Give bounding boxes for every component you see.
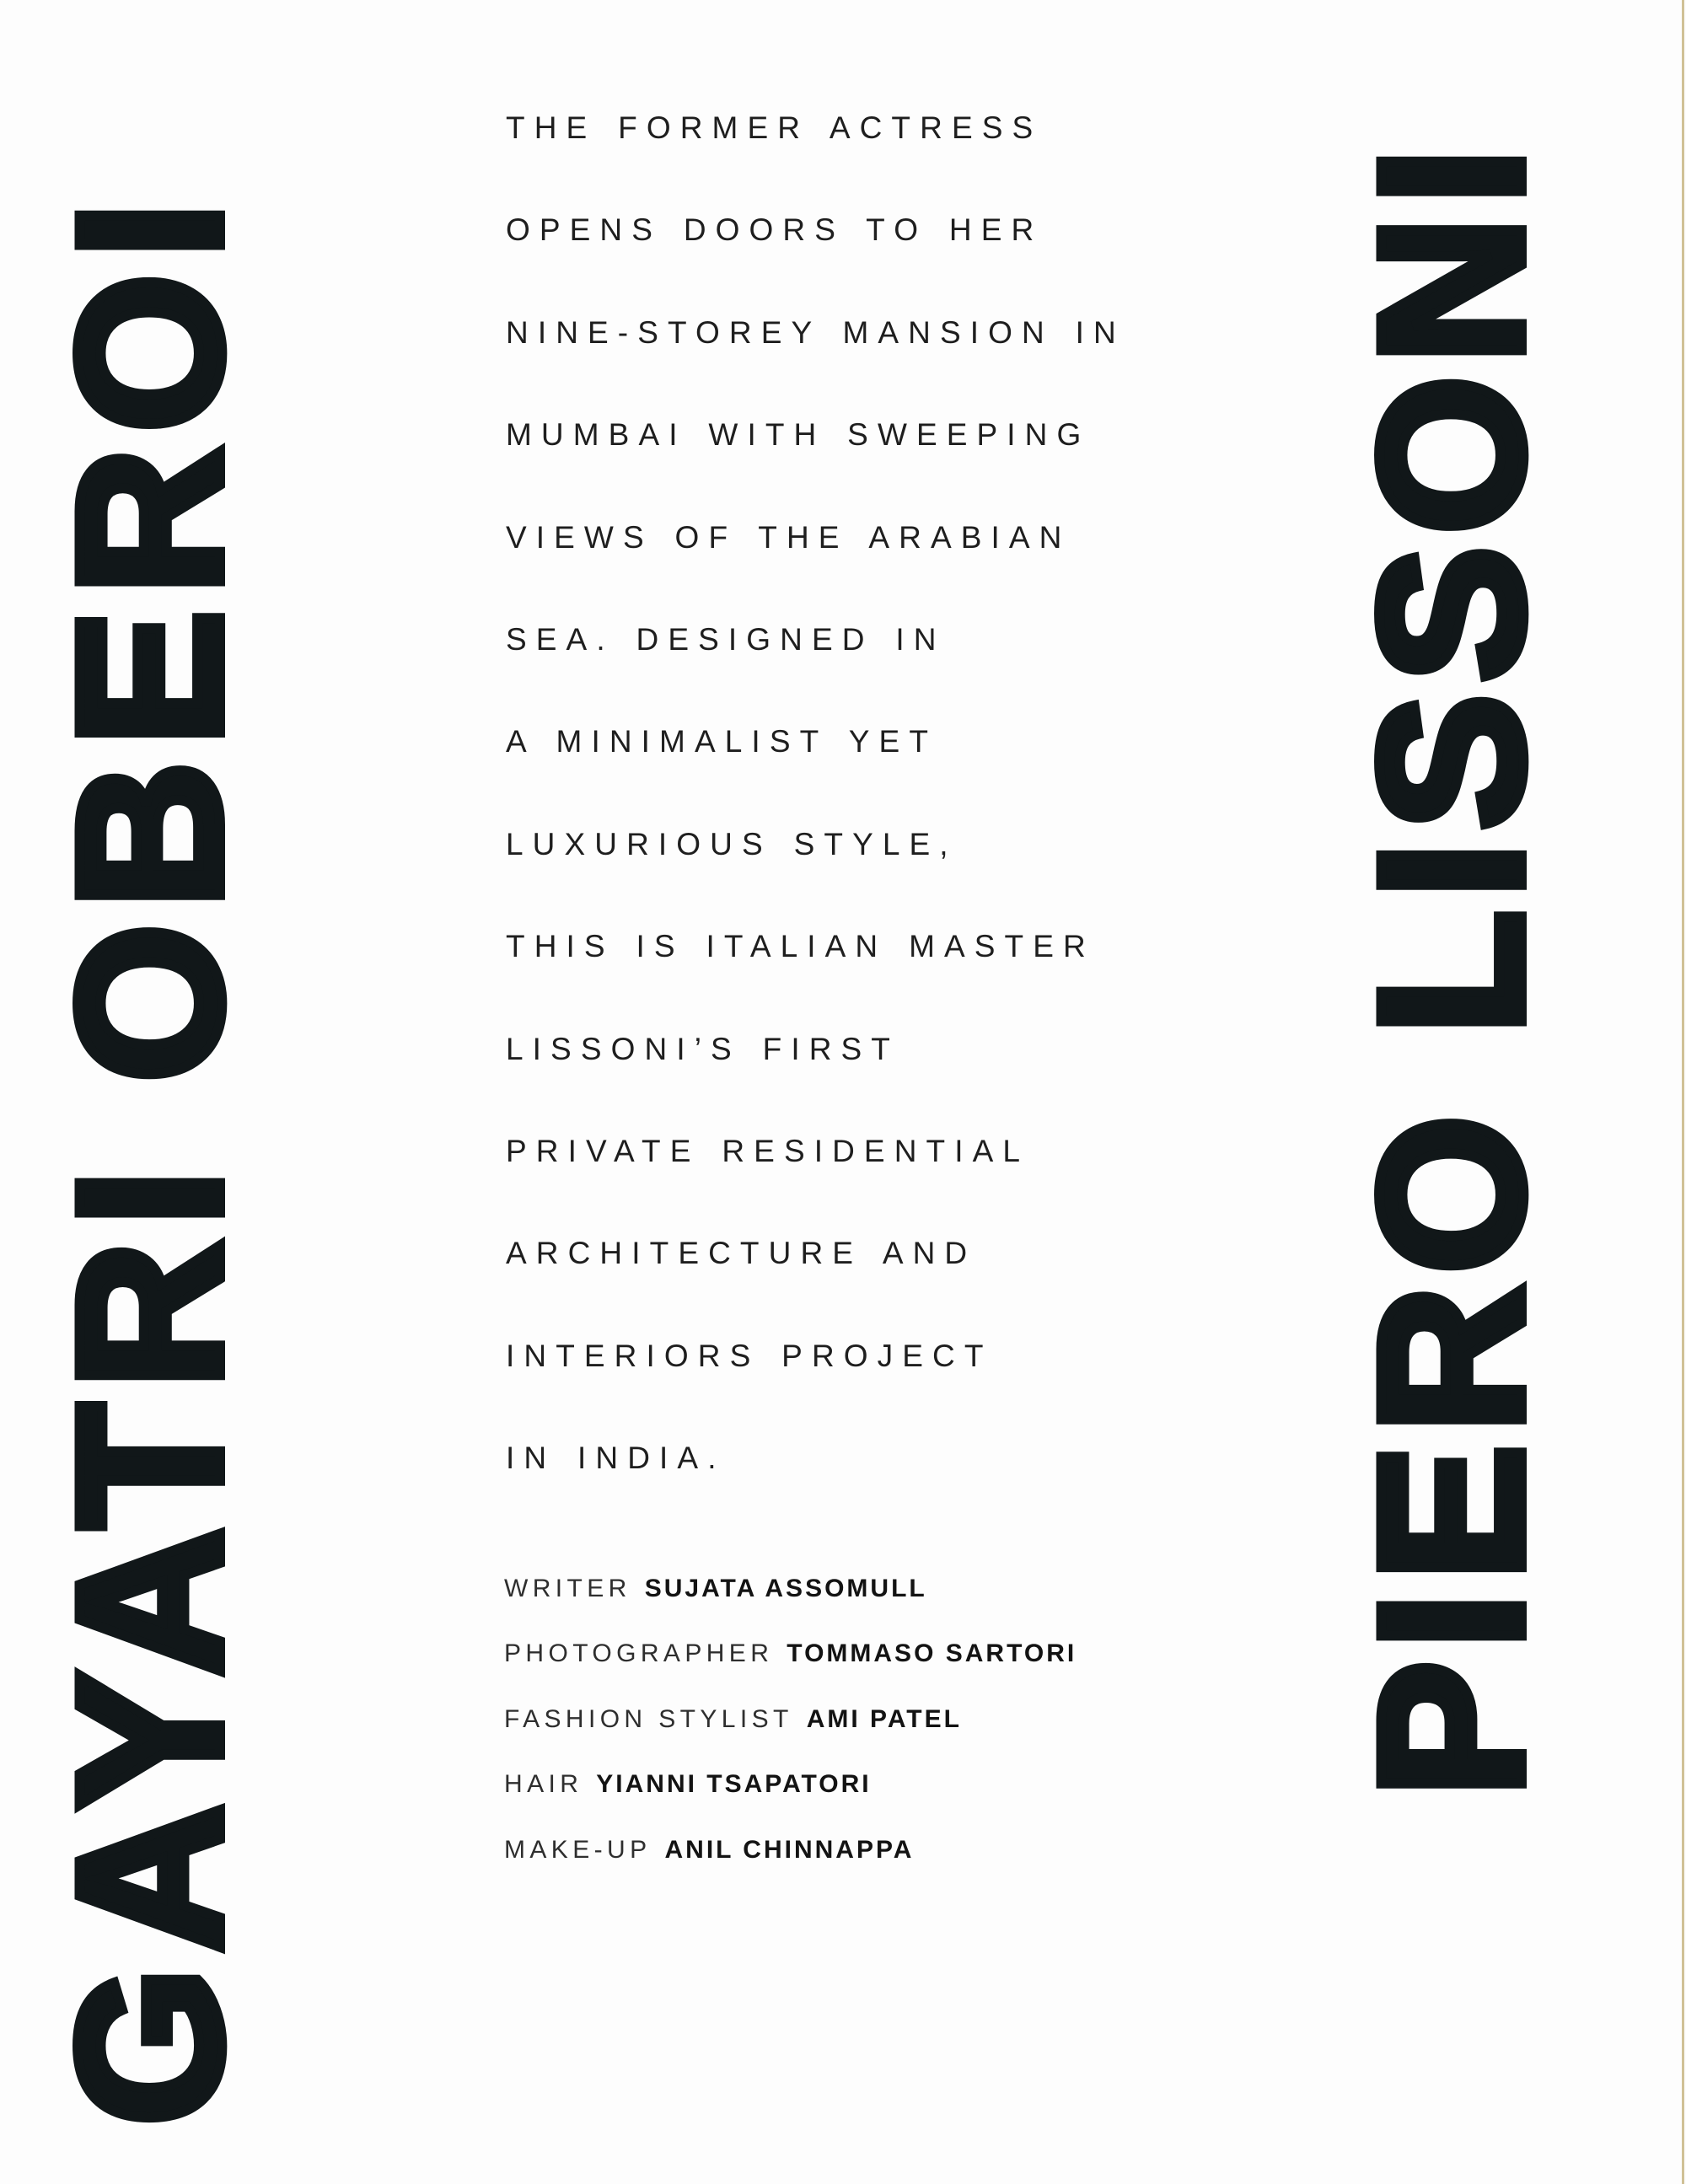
intro-line: PRIVATE RESIDENTIAL <box>506 1133 1030 1168</box>
intro-line: THIS IS ITALIAN MASTER <box>506 929 1095 964</box>
intro-line: VIEWS OF THE ARABIAN <box>506 519 1071 555</box>
intro-line: ARCHITECTURE AND <box>506 1236 977 1271</box>
intro-line: IN INDIA. <box>506 1441 726 1476</box>
intro-line: NINE-STOREY MANSION IN <box>506 314 1125 350</box>
intro-line: THE FORMER ACTRESS <box>506 110 1043 145</box>
intro-line: MUMBAI WITH SWEEPING <box>506 417 1091 453</box>
credit-role: WRITER <box>504 1574 631 1602</box>
page-edge-line <box>1682 0 1684 2184</box>
credit-row <box>504 1687 1077 1752</box>
credit-role: MAKE-UP <box>504 1835 652 1864</box>
right-vertical-title: PIERO LISSONI <box>1338 136 1565 1797</box>
credit-role: PHOTOGRAPHER <box>504 1639 774 1668</box>
intro-line: LISSONI’S FIRST <box>506 1031 899 1066</box>
credit-name: AMI PATEL <box>806 1704 962 1733</box>
credit-role: HAIR <box>504 1770 583 1799</box>
credit-name: SUJATA ASSOMULL <box>644 1574 927 1602</box>
credit-role: FASHION STYLIST <box>504 1704 793 1733</box>
credit-row <box>504 1817 1077 1883</box>
credit-name: YIANNI TSAPATORI <box>596 1770 872 1799</box>
intro-line: OPENS DOORS TO HER <box>506 212 1044 248</box>
credit-name: TOMMASO SARTORI <box>787 1639 1077 1668</box>
credit-row <box>504 1556 1077 1622</box>
credit-row <box>504 1622 1077 1688</box>
intro-paragraph <box>506 77 1125 1509</box>
intro-line: INTERIORS PROJECT <box>506 1338 993 1373</box>
intro-line: LUXURIOUS STYLE, <box>506 826 958 861</box>
credits-block <box>504 1556 1077 1883</box>
left-vertical-title: GAYATRI OBEROI <box>36 186 264 2126</box>
credit-row <box>504 1752 1077 1818</box>
intro-line: A MINIMALIST YET <box>506 724 938 759</box>
intro-line: SEA. DESIGNED IN <box>506 621 946 657</box>
credit-name: ANIL CHINNAPPA <box>664 1835 915 1864</box>
